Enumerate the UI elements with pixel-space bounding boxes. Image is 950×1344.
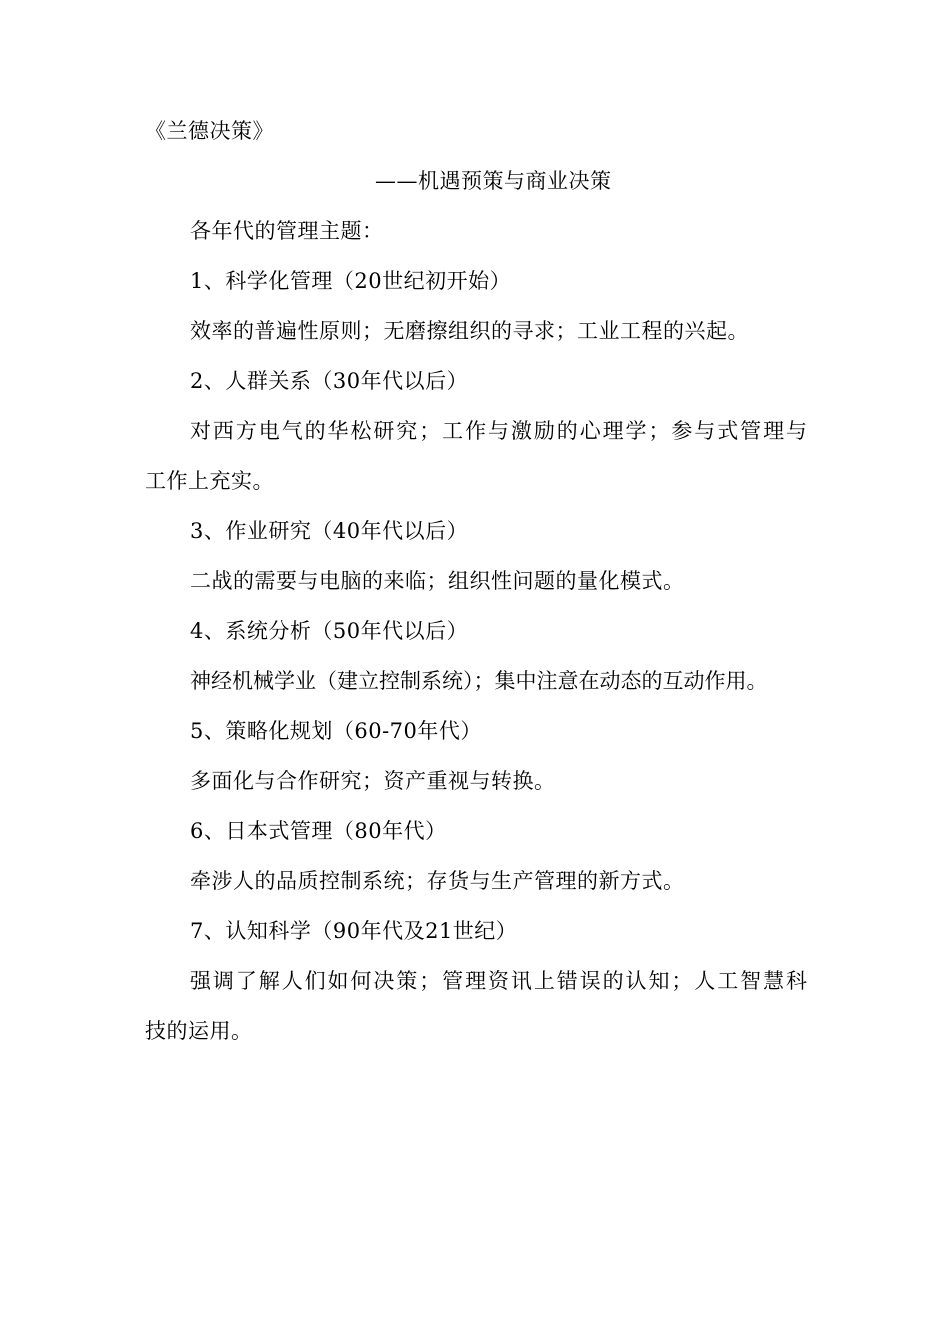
section-heading-2: 2、人群关系（30年代以后） <box>190 369 469 393</box>
section-body-7-line-1: 强调了解人们如何决策；管理资讯上错误的认知；人工智慧科 <box>190 969 807 993</box>
section-body-6: 牵涉人的品质控制系统；存货与生产管理的新方式。 <box>190 869 685 893</box>
intro-heading: 各年代的管理主题： <box>190 219 384 243</box>
section-body-2-line-1: 对西方电气的华松研究；工作与激励的心理学；参与式管理与 <box>190 419 807 443</box>
section-heading-3: 3、作业研究（40年代以后） <box>190 519 469 543</box>
section-heading-1: 1、科学化管理（20世纪初开始） <box>190 269 512 293</box>
subtitle: ——机遇预策与商业决策 <box>375 169 612 193</box>
section-heading-6: 6、日本式管理（80年代） <box>190 819 447 843</box>
section-body-5: 多面化与合作研究；资产重视与转换。 <box>190 769 556 793</box>
section-heading-5: 5、策略化规划（60-70年代） <box>190 719 482 743</box>
section-body-7-line-2: 技的运用。 <box>145 1019 253 1043</box>
section-body-1: 效率的普遍性原则；无磨擦组织的寻求；工业工程的兴起。 <box>190 319 749 343</box>
section-body-3: 二战的需要与电脑的来临；组织性问题的量化模式。 <box>190 569 685 593</box>
section-heading-7: 7、认知科学（90年代及21世纪） <box>190 919 518 943</box>
book-title: 《兰德决策》 <box>145 119 274 143</box>
section-body-4: 神经机械学业（建立控制系统）；集中注意在动态的互动作用。 <box>190 669 768 693</box>
section-body-2-line-2: 工作上充实。 <box>145 469 274 493</box>
section-heading-4: 4、系统分析（50年代以后） <box>190 619 469 643</box>
